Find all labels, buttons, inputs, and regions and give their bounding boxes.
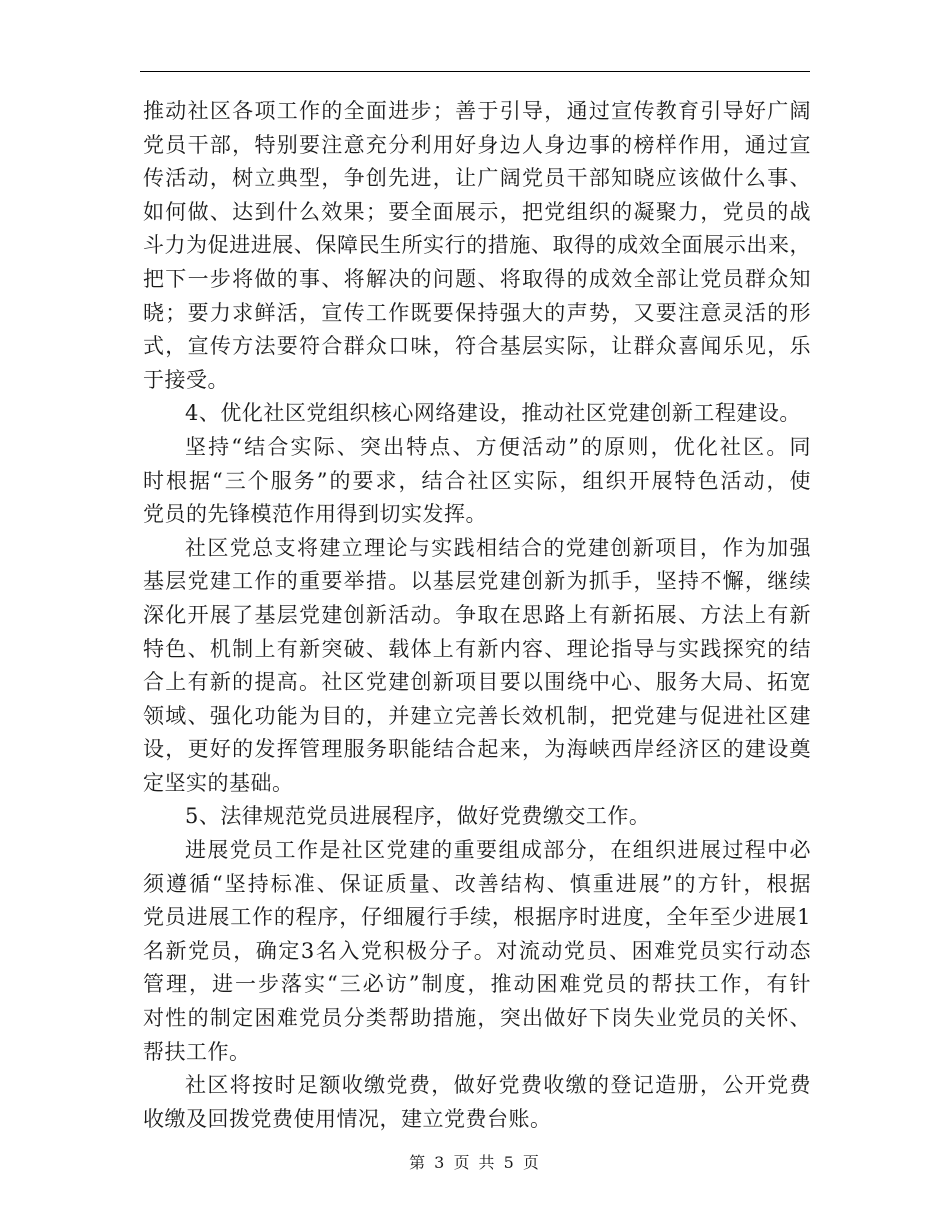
text-line: 传活动，树立典型，争创先进，让广阔党员干部知晓应该做什么事、 — [143, 166, 811, 191]
text-line: 设，更好的发挥管理服务职能结合起来，为海峡西岸经济区的建设奠 — [143, 737, 811, 762]
text-line: 于接受。 — [143, 367, 229, 392]
text-line: 深化开展了基层党建创新活动。争取在思路上有新拓展、方法上有新 — [143, 602, 811, 627]
text-line: 基层党建工作的重要举措。以基层党建创新为抓手，坚持不懈，继续 — [143, 569, 811, 594]
text-line: 斗力为促进进展、保障民生所实行的措施、取得的成效全面展示出来， — [143, 233, 811, 258]
text-line: 推动社区各项工作的全面进步；善于引导，通过宣传教育引导好广阔 — [143, 99, 811, 123]
text-line: 定坚实的基础。 — [143, 770, 294, 795]
text-line: 须遵循“坚持标准、保证质量、改善结构、慎重进展”的方针，根据 — [143, 871, 811, 896]
text-line: 帮扶工作。 — [143, 1039, 251, 1064]
text-line: 把下一步将做的事、将解决的问题、将取得的成效全部让党员群众知 — [143, 266, 811, 291]
text-line: 党员进展工作的程序，仔细履行手续，根据序时进度，全年至少进展1 — [143, 905, 811, 930]
text-line: 社区将按时足额收缴党费，做好党费收缴的登记造册，公开党费 — [185, 1073, 811, 1098]
text-line: 4、优化社区党组织核心网络建设，推动社区党建创新工程建设。 — [185, 401, 801, 426]
text-line: 式，宣传方法要符合群众口味，符合基层实际，让群众喜闻乐见，乐 — [143, 334, 811, 359]
text-line: 对性的制定困难党员分类帮助措施，突出做好下岗失业党员的关怀、 — [143, 1006, 811, 1031]
text-line: 如何做、达到什么效果；要全面展示，把党组织的凝聚力，党员的战 — [143, 199, 811, 224]
text-line: 晓；要力求鲜活，宣传工作既要保持强大的声势，又要注意灵活的形 — [143, 300, 811, 325]
text-line: 5、法律规范党员进展程序，做好党费缴交工作。 — [185, 804, 651, 829]
text-line: 时根据“三个服务”的要求，结合社区实际，组织开展特色活动，使 — [143, 468, 811, 493]
text-line: 特色、机制上有新突破、载体上有新内容、理论指导与实践探究的结 — [143, 636, 811, 661]
text-line: 社区党总支将建立理论与实践相结合的党建创新项目，作为加强 — [185, 535, 811, 560]
header-rule — [140, 71, 810, 72]
text-line: 收缴及回拨党费使用情况，建立党费台账。 — [143, 1106, 552, 1131]
text-line: 坚持“结合实际、突出特点、方便活动”的原则，优化社区。同 — [185, 434, 811, 459]
document-body — [143, 95, 811, 1136]
text-line: 进展党员工作是社区党建的重要组成部分，在组织进展过程中必 — [185, 838, 811, 863]
text-line: 名新党员，确定3名入党积极分子。对流动党员、困难党员实行动态 — [143, 938, 811, 963]
text-line: 领域、强化功能为目的，并建立完善长效机制，把党建与促进社区建 — [143, 703, 811, 728]
text-line: 管理，进一步落实“三必访”制度，推动困难党员的帮扶工作，有针 — [143, 972, 811, 997]
text-line: 党员干部，特别要注意充分利用好身边人身边事的榜样作用，通过宣 — [143, 132, 811, 157]
text-line: 合上有新的提高。社区党建创新项目要以围绕中心、服务大局、拓宽 — [143, 670, 811, 695]
page-footer: 第 3 页 共 5 页 — [409, 1153, 541, 1172]
text-line: 党员的先锋模范作用得到切实发挥。 — [143, 502, 487, 527]
